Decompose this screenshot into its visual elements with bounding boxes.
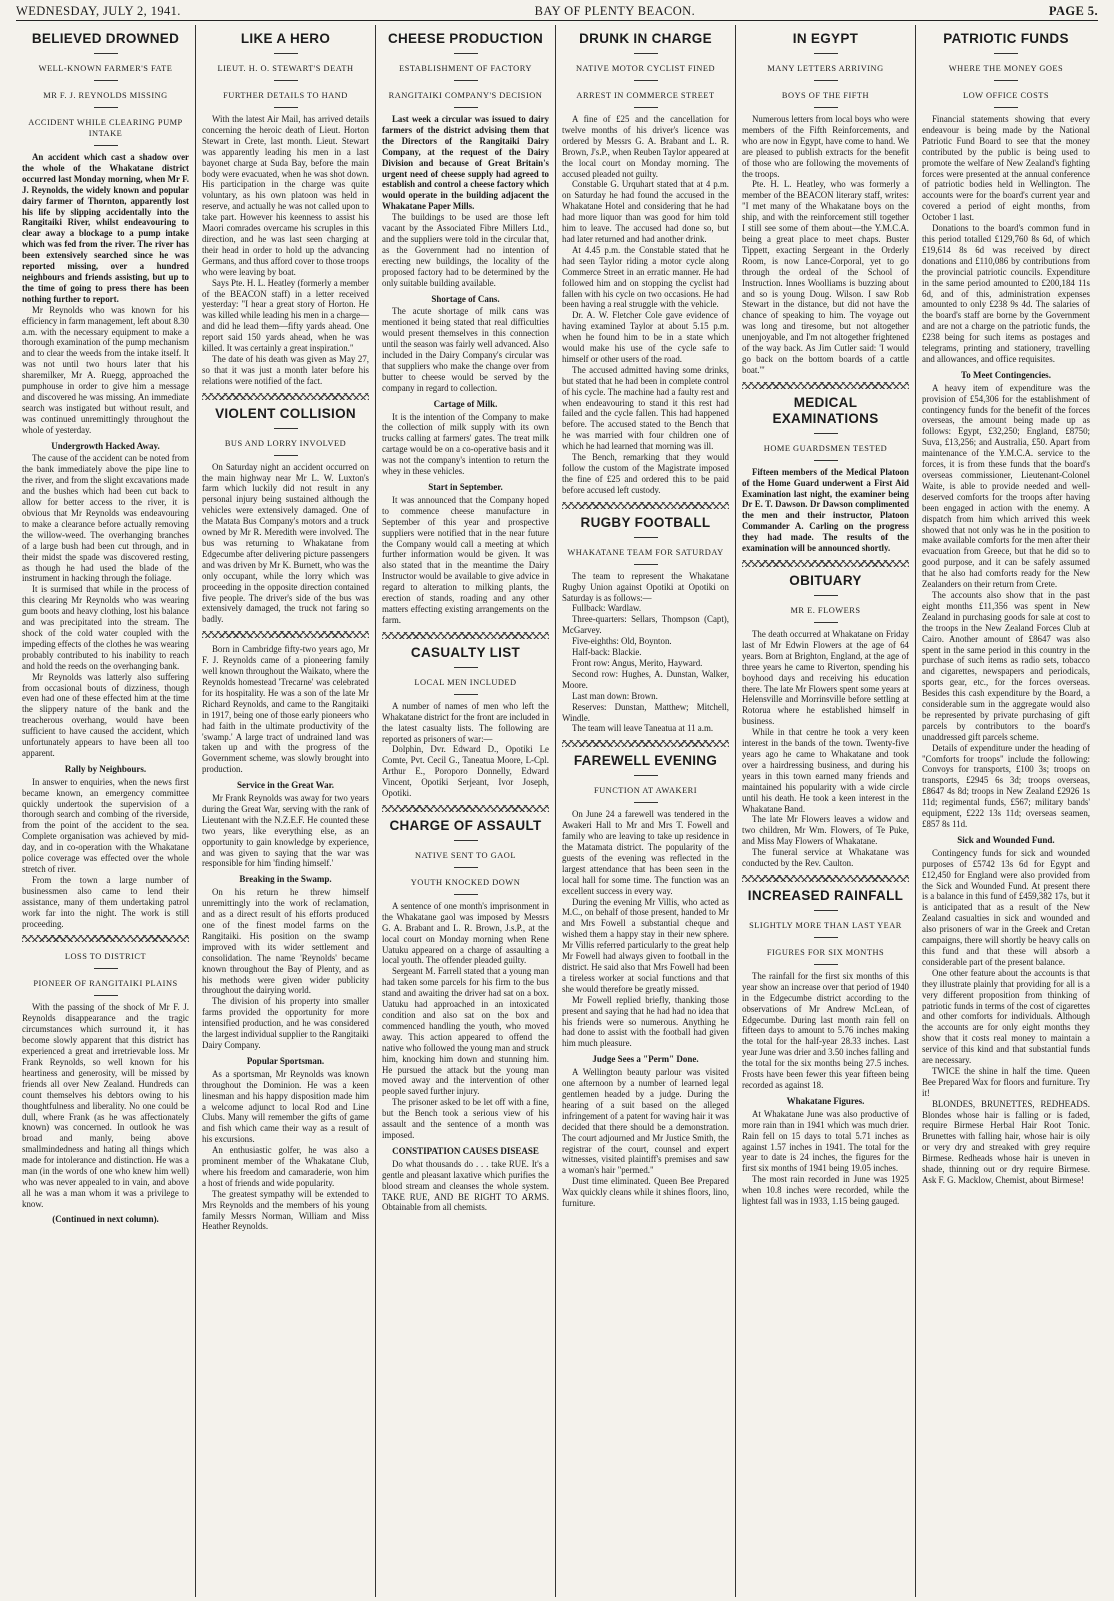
column-4 [556,25,736,1597]
divider-rule [814,595,838,596]
column-5 [736,25,916,1597]
story-divider [202,393,369,400]
paragraph: The funeral service at Whakatane was conducted by the Rev. Caulton. [742,847,909,869]
article [562,515,729,735]
paragraph: The cause of the accident can be noted from the bank immediately above the pipe line to the river, and from the slight excavations made and the bushes which had been cut back to allow for better access to the river, it is obvious that Mr Reynolds was endeavouring to make a clearance before actually removing the willow-weed. The overhanging branches of a large bush had been cut through, and in their midst the spade was discovered resting, as though he had used the blade of the instrument in hacking through the foliage. [22,453,189,584]
divider-rule [94,107,118,108]
subheadline: WHERE THE MONEY GOES [948,64,1064,73]
divider-rule [94,80,118,81]
paragraph: Details of expenditure under the heading of "Comforts for troops" include the following: Convoys for transports, £100 3s; troops on transports, £2945 6s 3d; troops overseas, £8647 4s 8d; troops in New Zealand £2926 1s 11d; regimental funds, £567; military bands' equipment, £222 13s 11d; overseas seamen, £857 8s 11d. [922,742,1090,829]
divider-rule [634,537,658,538]
story-divider [22,935,189,942]
headline: IN EGYPT [792,31,859,46]
paragraph: Mr Frank Reynolds was away for two years during the Great War, serving with the rank of Lieutenant with the N.Z.E.F. He counted these two years, like everything else, as an opportunity to gain knowledge by experience, and was given to saying that the war was responsible for him 'finding himself.' [202,793,369,869]
masthead-paper-name: BAY OF PLENTY BEACON. [534,4,696,18]
headline: LIKE A HERO [240,31,331,46]
article [742,395,909,554]
divider-rule [634,53,658,54]
divider-rule [454,894,478,895]
paragraph: Pte. H. L. Heatley, who was formerly a member of the BEACON literary staff, writes: "I met many of the Whakatane boys on the ship, and with the reinforcement still together I still see some of them about—the Y.M.C.A. being a great place to meet chaps. Buster Tippett, exacting Sergeant in the Orderly Room, is now Lance-Corporal, yet to go through the ordeal of the School of Instruction. Innes Woolliams is buzzing about and so is young Doug. Wilson. I saw Rob Stewart in the distance, but did not have the chance of speaking to him. The voyage out was long and tiresome, but not altogether unenjoyable, and I'm not altogether frightened of the way back. As Jim Cutler said: 'I would go back on the bottom boards of a cattle boat.'" [742,179,909,375]
paragraph: At 4.45 p.m. the Constable stated that he had seen Taylor riding a motor cycle along Commerce Street in an erratic manner. He had followed him and on stopping the cyclist had fallen with his cycle on two occasions. He had been having a real struggle with the vehicle. [562,244,729,310]
article [22,951,189,1224]
paragraph: The Bench, remarking that they would follow the custom of the Magistrate imposed the fine of £25 and ordered this to be paid before accused left custody. [562,452,729,495]
paragraph: A heavy item of expenditure was the provision of £54,306 for the establishment of contingency funds for the benefit of the forces overseas, the amount being made up as follows: Egypt, £32,250; England, £8750; Suva, £13,256; and Australia, £50. Apart from maintenance of the Y.M.C.A. service to the forces, it is from these funds that the board's overseas commissioner, Lieutenant-Colonel Waite, is able to provide needed and well-deserved comforts for the troops after having been engaged in action with the enemy. A dispatch from him which arrived this week showed that not only was he in the position to make available comforts for the men after their evacuation from Greece, but that he did so to good purpose, and it can be safely assumed that he also had comforts ready for the New Zealanders on their return from Crete. [922,382,1090,590]
paragraph: The buildings to be used are those left vacant by the Associated Fibre Millers Ltd., and the suppliers were told in the circular that, as the Government had no intention of erecting new buildings, the locality of the proposed factory had to be determined by the only suitable building available. [382,212,549,288]
paragraph: On his return he threw himself unremittingly into the work of reclamation, and as a direct result of his efforts produced one of the finest model farms on the Rangitaiki. His position on the swamp improved with its wider settlement and consolidation. The name 'Reynolds' became known throughout the Bay of Plenty, and as his methods were given wider publicity throughout the dairying world. [202,887,369,996]
story-divider [562,740,729,747]
paragraph: The greatest sympathy will be extended to Mrs Reynolds and the members of his young family Messrs Norman, William and Miss Heather Reynolds. [202,1188,369,1232]
masthead-date: WEDNESDAY, JULY 2, 1941. [16,4,181,18]
section-heading: Sick and Wounded Fund. [957,834,1055,845]
divider-rule [274,107,298,108]
divider-rule [94,145,118,146]
subheadline: BOYS OF THE FIFTH [781,91,870,100]
divider-rule [454,667,478,668]
paragraph: BLONDES, BRUNETTES, REDHEADS. Blondes whose hair is falling or is faded, require Birmese Herbal Hair Root Tonic. Brunettes with falling hair, whose hair is oily or very dry and streaked with grey require Birmese. Redheads whose hair is uneven in shade, thinning out or dry require Birmese. Ask F. G. Macklow, Chemist, about Birmese! [922,1098,1090,1185]
story-divider [382,805,549,812]
paragraph: Second row: Hughes, A. Dunstan, Walker, Moore. [562,668,729,690]
subheadline: MANY LETTERS ARRIVING [767,64,884,73]
paragraph: During the evening Mr Villis, who acted as M.C., on behalf of those present, handed to Mr and Mrs Fowell a substantial cheque and wished them a happy stay in their new sphere. Mr Villis referred particularly to the great help Mr Fowell had always given to football in the district. He said also that Mrs Fowell had been a tireless worker at social functions and that she would therefore be greatly missed. [562,896,729,994]
section-heading: Popular Sportsman. [246,1055,325,1066]
divider-rule [94,995,118,996]
subheadline: NATIVE MOTOR CYCLIST FINED [575,64,715,73]
section-heading: Shortage of Cans. [431,293,500,304]
article [382,818,549,1213]
paragraph: Dolphin, Dvr. Edward D., Opotiki Le Comte, Pvt. Cecil G., Taneatua Moore, L-Cpl. Arthur E., Poroporo Donnelly, Edward Vincent, Opotiki Serjeant, Ivor Joseph, Opotiki. [382,744,549,799]
divider-rule [454,53,478,54]
subheadline: WHAKATANE TEAM FOR SATURDAY [567,547,724,557]
article [562,31,729,496]
divider-rule [94,53,118,54]
headline: DRUNK IN CHARGE [579,31,712,46]
subheadline: LOSS TO DISTRICT [64,952,147,962]
divider-rule [454,867,478,868]
continued-note: (Continued in next column). [52,1213,159,1224]
paragraph: Constable G. Urquhart stated that at 4 p.m. on Saturday he had found the accused in the Whakatane Hotel and considering that he had had more liquor than was good for him told him to leave. The accused had done so, but had later returned and had another drink. [562,179,729,244]
paragraph: The accounts also show that in the past eight months £11,356 was spent in New Zealand in purchasing goods for sale at cost to the troops in the New Zealand Forces Club at Cairo. Another amount of £8647 was also spent in the same period in this country in the purchase of such items as radio sets, tobacco and cigarettes, newspapers and periodicals, sports gear, etc., for the forces overseas. Besides this cash expenditure by the Board, a considerable sum in the aggregate would also be represented by private purchasing of gift parcels by contributors to the board's unaddressed gift parcels scheme. [922,589,1090,742]
article [742,31,909,376]
divider-rule [814,937,838,938]
paragraph: Five-eighths: Old, Boynton. [572,636,672,647]
subheadline: NATIVE SENT TO GAOL [415,850,516,860]
paragraph: With the passing of the shock of Mr F. J. Reynolds disappearance and the tragic circumstances which surround it, it has become slowly apparent that this district has experienced a great and irretrievable loss. Mr Frank Reynolds, so well known for his heartiness and generosity, will be missed by friends all over New Zealand. Hundreds can count themselves his debtors owing to his thoughtfulness and liberality. No one could be dull, where Frank (as he was affectionately known) was concerned. In outlook he was broad and manly, being above smallmindedness and hating all things which made for intolerance and distinction. He was a man (in the words of one who knew him well) who was never appealed to in vain, and above all he was a man whom it was a privilege to know. [22,1002,189,1209]
column-3 [376,25,556,1597]
subheadline: LOW OFFICE COSTS [962,91,1050,100]
divider-rule [814,622,838,623]
divider-rule [454,694,478,695]
paragraph: Last man down: Brown. [572,690,658,701]
headline: BELIEVED DROWNED [31,31,180,46]
paragraph: Front row: Angus, Merito, Hayward. [572,657,703,668]
subheadline: RANGITAIKI COMPANY'S DECISION [388,91,543,100]
divider-rule [634,80,658,81]
subheadline: LOCAL MEN INCLUDED [414,677,517,687]
subheadline: BUS AND LORRY INVOLVED [224,438,347,448]
divider-rule [814,433,838,434]
subheadline: HOME GUARDSMEN TESTED [763,443,888,453]
paragraph: Mr Reynolds who was known for his efficiency in farm management, left about 8.30 a.m. with the necessary equipment to make a thorough examination of the pump mechanism and to clear the weeds from the intake itself. It was not until two hours later that his sharemilker, Mr A. Ruegg, approached the pumphouse in order to give him a message and discovered he was missing. An immediate search was instigated but without result, and was continued unremittingly throughout the whole of yesterday. [22,304,189,435]
divider-rule [274,80,298,81]
paragraph: Reserves: Dunstan, Matthew; Mitchell, Windle. [562,701,729,723]
paragraph: In answer to enquiries, when the news first became known, an emergency committee quickly undertook the supervision of a thorough search and combing of the riverside, from the point of the accident to the sea. Complete organisation was achieved by mid-day, and in co-operation with the Whakatane police coverage was effected over the whole stretch of river. [22,776,189,874]
subheadline: ACCIDENT WHILE CLEARING PUMP INTAKE [28,118,183,138]
article [382,31,549,626]
headline: OBITUARY [789,573,862,588]
section-heading: Judge Sees a "Perm" Done. [592,1054,699,1065]
subheadline: LIEUT. H. O. STEWART'S DEATH [217,64,354,73]
columns [16,25,1098,1597]
paragraph: The late Mr Flowers leaves a widow and two children, Mr Wm. Flowers, of Te Puke, and Miss May Flowers of Whakatane. [742,814,909,847]
headline: PATRIOTIC FUNDS [943,31,1069,46]
divider-rule [634,107,658,108]
divider-rule [994,80,1018,81]
subheadline: MR F. J. REYNOLDS MISSING [43,91,168,100]
divider-rule [274,428,298,429]
paragraph: Numerous letters from local boys who were members of the Fifth Reinforcements, and who are now in Egypt, have come to hand. We are pleased to publish extracts for the benefit of those who are following the movements of the troops. [742,114,909,179]
subheadline: YOUTH KNOCKED DOWN [410,877,521,887]
paragraph: Three-quarters: Sellars, Thompson (Capt), McGarvey. [562,614,729,636]
column-2 [196,25,376,1597]
paragraph: The team to represent the Whakatane Rugby Union against Opotiki at Opotiki on Saturday is as follows:— [562,570,729,603]
article [22,31,189,929]
paragraph: Mr Reynolds was latterly also suffering from occasional bouts of dizziness, though even had one of these effected him at the time the slippery nature of the bank and the treacherous overhang, would have been sufficient to have caused the accident, which unfortunately appears to have been all too apparent. [22,671,189,758]
divider-rule [94,968,118,969]
story-divider [742,382,909,389]
story-divider [742,875,909,882]
paragraph: The rainfall for the first six months of this year show an increase over that period of 1940 in the Edgecumbe district according to the observations of Mr Andrew McLean, of Edgecumbe. During last month rain fell on fifteen days to amount to 5.76 inches making the total for the half-year 28.33 inches. Last year June was drier and 3.50 inches falling and the total for the six months being 27.5 inches. Frosts have been fewer this year fifteen being recorded as against 18. [742,970,909,1090]
divider-rule [814,910,838,911]
paragraph: A sentence of one month's imprisonment in the Whakatane gaol was imposed by Messrs G. A. Brabant and L. R. Brown, J.s.P., at the local court on Monday morning when Rene Uatuku appeared on a charge of assaulting a local youth. The offender pleaded guilty. [382,900,549,966]
paragraph: A Wellington beauty parlour was visited one afternoon by a number of learned legal gentlemen headed by a judge. During the hearing of a suit based on the alleged infringement of a patent for waving hair it was decided that there should be a demonstration. The court adjourned and Mr Justice Smith, the registrar of the court, counsel and expert witnesses, visited plaintiff's premises and saw a woman's hair "permed." [562,1067,729,1176]
story-divider [562,502,729,509]
section-heading: To Meet Contingencies. [961,369,1051,380]
divider-rule [274,455,298,456]
headline: CASUALTY LIST [410,644,521,660]
divider-rule [634,802,658,803]
section-heading: Rally by Neighbours. [64,763,147,774]
paragraph: With the latest Air Mail, has arrived details concerning the heroic death of Lieut. Horton Stewart in Crete, last month. Lieut. Stewart was apparently leading his men in a last bayonet charge at Suda Bay, before the main body were evacuated, when he was shot down. His participation in the charge was quite voluntary, as his own platoon was held in reserve, and actually he was not called upon to take part. However his keenness to assist his Maori comrades overcame his scruples in this direction, and he was last seen charging at their head in order to hold up the advancing Germans, and thus afford cover to those troops who were leaving by boat. [202,114,369,277]
section-heading: Whakatane Figures. [786,1095,865,1106]
paragraph: Fullback: Wardlaw. [572,603,642,614]
paragraph: It is surmised that while in the process of this clearing Mr Reynolds who was wearing gum boots and heavy clothing, lost his balance and was precipitated into the stream. The shock of the cold water coupled with the impeding effects of the clothes he was wearing probably contributed to his inability to reach and hold the reeds on the overhanging bank. [22,584,189,671]
paragraph: A number of names of men who left the Whakatane district for the front are included in the latest casualty lists. The following are reported as prisoners of war:— [382,700,549,744]
column-1 [16,25,196,1597]
paragraph: On Saturday night an accident occurred on the main highway near Mr L. W. Luxton's farm which luckily did not result in any personal injury being sustained although the vehicles were extensively damaged. One of the Matata Bus Company's motors and a truck owned by Mr R. Meredith were involved. The bus was returning to Whakatane from Edgecumbe after delivering picture passengers and was driven by Mr K. Burnett, who was the only occupant, while the lorry which was proceeding in the opposite direction contained five people. The driver's side of the bus was extensively damaged, the truck not faring so badly. [202,461,369,625]
story-divider [742,560,909,567]
paragraph: The death occurred at Whakatane on Friday last of Mr Edwin Flowers at the age of 64 years. Born at Brighton, England, at the age of three years he came to Riverton, spending his boyhood days and receiving his education there. The late Mr Flowers spent some years at Helensville and Morrinsville before settling at Rotorua where he established himself in business. [742,629,909,727]
paragraph: Last week a circular was issued to dairy farmers of the district advising them that the Directors of the Rangitaiki Dairy Company, at the request of the Dairy Division and because of Great Britain's urgent need of cheese supply had agreed to establish and control a cheese factory which would operate in the building adjacent the Whakatane Paper Mills. [382,114,549,212]
headline: RUGBY FOOTBALL [580,514,711,530]
section-heading: CONSTIPATION CAUSES DISEASE [392,1145,539,1156]
paragraph: TWICE the shine in half the time. Queen Bee Prepared Wax for floors and furniture. Try it! [922,1065,1090,1098]
paragraph: Born in Cambridge fifty-two years ago, Mr F. J. Reynolds came of a pioneering family well known throughout the Waikato, where the Reynolds homestead 'Trecarne' was celebrated for its hospitality. He was a son of the late Mr Richard Reynolds, and came to the Rangitaiki in 1917, being one of those early pioneers who had faith in the ultimate productivity of the 'swamp.' A large tract of undrained land was taken up and with the progress of the Government scheme, was slowly brought into production. [202,644,369,775]
headline: VIOLENT COLLISION [215,405,356,421]
article [202,644,369,1232]
subheadline: ARREST IN COMMERCE STREET [576,91,715,100]
paragraph: Says Pte. H. L. Heatley (formerly a member of the BEACON staff) in a letter received yesterday: "I hear a great story of Horton. He was killed while leading his men in a charge—and did he lead them—fifty yards ahead. One report said 150 yards ahead, when he was killed. It was certainly a great inspiration." [202,277,369,354]
divider-rule [454,107,478,108]
divider-rule [814,53,838,54]
divider-rule [274,53,298,54]
paragraph: A fine of £25 and the cancellation for twelve months of his driver's licence was ordered by Messrs G. A. Brabant and L. R. Brown, J's.P., when Reuben Taylor appeared at the local court on Monday morning. The accused pleaded not guilty. [562,114,729,179]
paragraph: The accused admitted having some drinks, but stated that he had been in complete control of his cycle. The machine had a faulty rest and when endeavouring to stand it this rest had failed and the cycle fallen. This had happened before. The accused stated to the Bench that he was married with four children one of which he had learned that morning was ill. [562,364,729,452]
paragraph: The prisoner asked to be let off with a fine, but the Bench took a serious view of his assault and the sentence of a month was imposed. [382,1097,549,1140]
subheadline: FUNCTION AT AWAKERI [593,786,698,796]
paragraph: An accident which cast a shadow over the whole of the Whakatane district occurred last Monday morning, when Mr F. J. Reynolds, the widely known and popular dairy farmer of Thornton, apparently lost his life by slipping accidentally into the Rangitaiki River, whilst endeavouring to clear away a blockage to a pump intake which was fed from the river. The river has been extensively searched since he was reported missing, over a hundred neighbours and friends assisting, but up to the time of going to press there has been nothing further to report. [22,152,189,304]
paragraph: At Whakatane June was also productive of more rain than in 1941 which was much drier. Rain fell on 15 days to total 5.71 inches as against 1.57 inches in 1941. The total for the year to date is 24 inches, the figures for the first six months of 1941 being 19.05 inches. [742,1108,909,1174]
section-heading: Cartage of Milk. [433,398,498,409]
paragraph: Dust time eliminated. Queen Bee Prepared Wax quickly cleans while it shines floors, lino, furniture. [562,1176,729,1209]
subheadline: WELL-KNOWN FARMER'S FATE [38,64,173,73]
paragraph: Sergeant M. Farrell stated that a young man had taken some parcels for his firm to the bus stand and awaiting the driver had sat on a box. Uatuku had approached in an intoxicated condition and also sat on the box and commenced handling the youth, who moved away. This action appeared to offend the native who followed the young man and struck him, knocking him down and stunning him. He pursued the attack but the young man moved away and the intervention of other people saved further injury. [382,966,549,1097]
story-divider [202,631,369,638]
divider-rule [994,107,1018,108]
paragraph: One other feature about the accounts is that they illustrate plainly that providing for all is a very different proposition from thinking of patriotic funds in terms of the cost of cigarettes and other comforts for individuals. Although the accounts are for only eight months they show that it costs real money to maintain a service of this kind and that substantial funds are necessary. [922,967,1090,1066]
divider-rule [814,80,838,81]
paragraph: On June 24 a farewell was tendered in the Awakeri Hall to Mr and Mrs T. Fowell and family who are leaving to take up residence in the Matamata district. The popularity of the guests of the evening was reflected in the largest attendance that has been seen in the local hall for some time. The function was an excellent success in every way. [562,809,729,896]
article [202,31,369,387]
paragraph: From the town a large number of businessmen also came to lend their assistance, many of them undertaking patrol work far into the night. The work is still proceeding. [22,874,189,929]
masthead [16,4,1098,21]
paragraph: The most rain recorded in June was 1925 when 10.8 inches were recorded, while the lightest fall was in 1933, 1.15 being gauged. [742,1174,909,1207]
headline: CHEESE PRODUCTION [387,31,544,46]
story-divider [382,632,549,639]
paragraph: Do what thousands do . . . take RUE. It's a gentle and pleasant laxative which purifies the blood stream and cleanses the whole system. TAKE RUE, AND BE RIGHT TO ARMS. Obtainable from all chemists. [382,1158,549,1213]
subheadline: FURTHER DETAILS TO HAND [223,91,348,100]
article [562,753,729,1209]
divider-rule [994,53,1018,54]
divider-rule [454,80,478,81]
subheadline: PIONEER OF RANGITAIKI PLAINS [33,979,178,989]
paragraph: Donations to the board's common fund in this period totalled £129,760 8s 6d, of which £19,614 8s 6d was received by direct donations and £110,086 by contributions from the provincial patriotic councils. Expenditure in the same period amounted to £200,184 11s 6d, and of this, administration expenses amounted to only £238 9s 4d. The salaries of the board's staff are borne by the Government and are not a charge on the patriotic funds, the £238 being for such items as postages and telegrams, printing and stationery, travelling and allowances, and office requisites. [922,223,1090,364]
headline: INCREASED RAINFALL [747,887,904,903]
headline: CHARGE OF ASSAULT [389,817,542,833]
paragraph: As a sportsman, Mr Reynolds was known throughout the Dominion. He was a keen linesman and his happy disposition made him a welcome adjunct to local Rod and Line Clubs. Many will remember the gifts of game and fish which came their way as a result of his excursions. [202,1068,369,1145]
subheadline: SLIGHTLY MORE THAN LAST YEAR [749,920,902,930]
section-heading: Undergrowth Hacked Away. [51,440,160,451]
article [922,31,1090,1186]
divider-rule [814,460,838,461]
paragraph: An enthusiastic golfer, he was also a prominent member of the Whakatane Club, where his freedom and camaraderie, won him a host of friends and wide popularity. [202,1145,369,1188]
paragraph: Mr Fowell replied briefly, thanking those present and saying that he had had no idea that his friends were so numerous. Anything he had done to assist with the football had given him much pleasure. [562,994,729,1049]
paragraph: It is the intention of the Company to make the collection of milk supply with its own trucks calling at farmers' gates. The treat milk cartage would be on a co-operative basis and it was not the company's intention to return the whey in these vehicles. [382,411,549,477]
subheadline: MR E. FLOWERS [790,606,861,615]
divider-rule [634,775,658,776]
divider-rule [814,964,838,965]
paragraph: Half-back: Blackie. [572,647,642,658]
paragraph: It was announced that the Company hoped to commence cheese manufacture in September of this year and prospective suppliers were notified that in the near future the Company would call a meeting at which further information would be given. It was also stated that in the meantime the Dairy Instructor would be available to give advice in regard to alteration to milking plants, the erection of stands, roading and any other matters effecting existing arrangements on the farm. [382,494,549,625]
article [382,645,549,799]
paragraph: The team will leave Taneatua at 11 a.m. [572,723,714,734]
headline: FAREWELL EVENING [573,753,718,769]
section-heading: Start in September. [428,482,503,492]
paragraph: While in that centre he took a very keen interest in the bands of the town. Twenty-five years ago he came to Whakatane and took over a hairdressing business, and during his years in this town earned many friends and maintained his popularity with a wide circle until his death. He took a keen interest in the Whakatane Band. [742,727,909,814]
paragraph: The division of his property into smaller farms provided the opportunity for more intensified production, and he was considered the largest individual supplier to the Rangitaiki Dairy Company. [202,996,369,1050]
article [742,573,909,869]
subheadline: FIGURES FOR SIX MONTHS [766,947,885,957]
paragraph: The date of his death was given as May 27, so that it was just a month later before his relations were notified of the fact. [202,353,369,386]
divider-rule [814,107,838,108]
paragraph: Contingency funds for sick and wounded purposes of £5742 13s 6d for Egypt and £12,450 for England were also provided from the Sick and Wounded Fund. At present there is a balance in this fund of £459,382 17s, but it is anticipated that as a result of the New Zealand casualties in sick and wounded and also prisoners of war in the Greek and Cretan campaigns, there will shortly be heavy calls on this fund and that these will absorb a considerable part of the present balance. [922,847,1090,967]
divider-rule [634,564,658,565]
column-6 [916,25,1096,1597]
divider-rule [454,840,478,841]
paragraph: Dr. A. W. Fletcher Cole gave evidence of having examined Taylor at about 5.15 p.m. when he found him to be in a state which would make his use of the cycle safe to himself or other users of the road. [562,310,729,364]
section-heading: Breaking in the Swamp. [239,874,332,885]
headline: MEDICAL EXAMINATIONS [772,394,879,426]
paragraph: Financial statements showing that every endeavour is being made by the National Patriotic Fund Board to see that the money contributed by the public is being used to promote the welfare of New Zealand's fighting forces were presented at the annual conference of patriotic bodies held in Wellington. The accounts were for the board's current year and covered a period of eight months, from October 1 last. [922,114,1090,223]
section-heading: Service in the Great War. [236,780,335,791]
paragraph: The acute shortage of milk cans was mentioned it being stated that real difficulties would present themselves in this connection until the season was fairly well advanced. Also included in the Dairy Company's circular was that suppliers who make the change over from butter to cheese would be served by the company in regard to collection. [382,306,549,393]
article [202,406,369,626]
article [742,888,909,1207]
masthead-page-number: PAGE 5. [1048,4,1098,18]
subheadline: ESTABLISHMENT OF FACTORY [399,64,532,73]
paragraph: Fifteen members of the Medical Platoon of the Home Guard underwent a First Aid Examination last night, the examiner being Dr E. T. Dawson. Dr Dawson complimented the men and their instructor, Platoon Commander A. Carling on the progress they had made. The results of the examination will be announced shortly. [742,466,909,554]
